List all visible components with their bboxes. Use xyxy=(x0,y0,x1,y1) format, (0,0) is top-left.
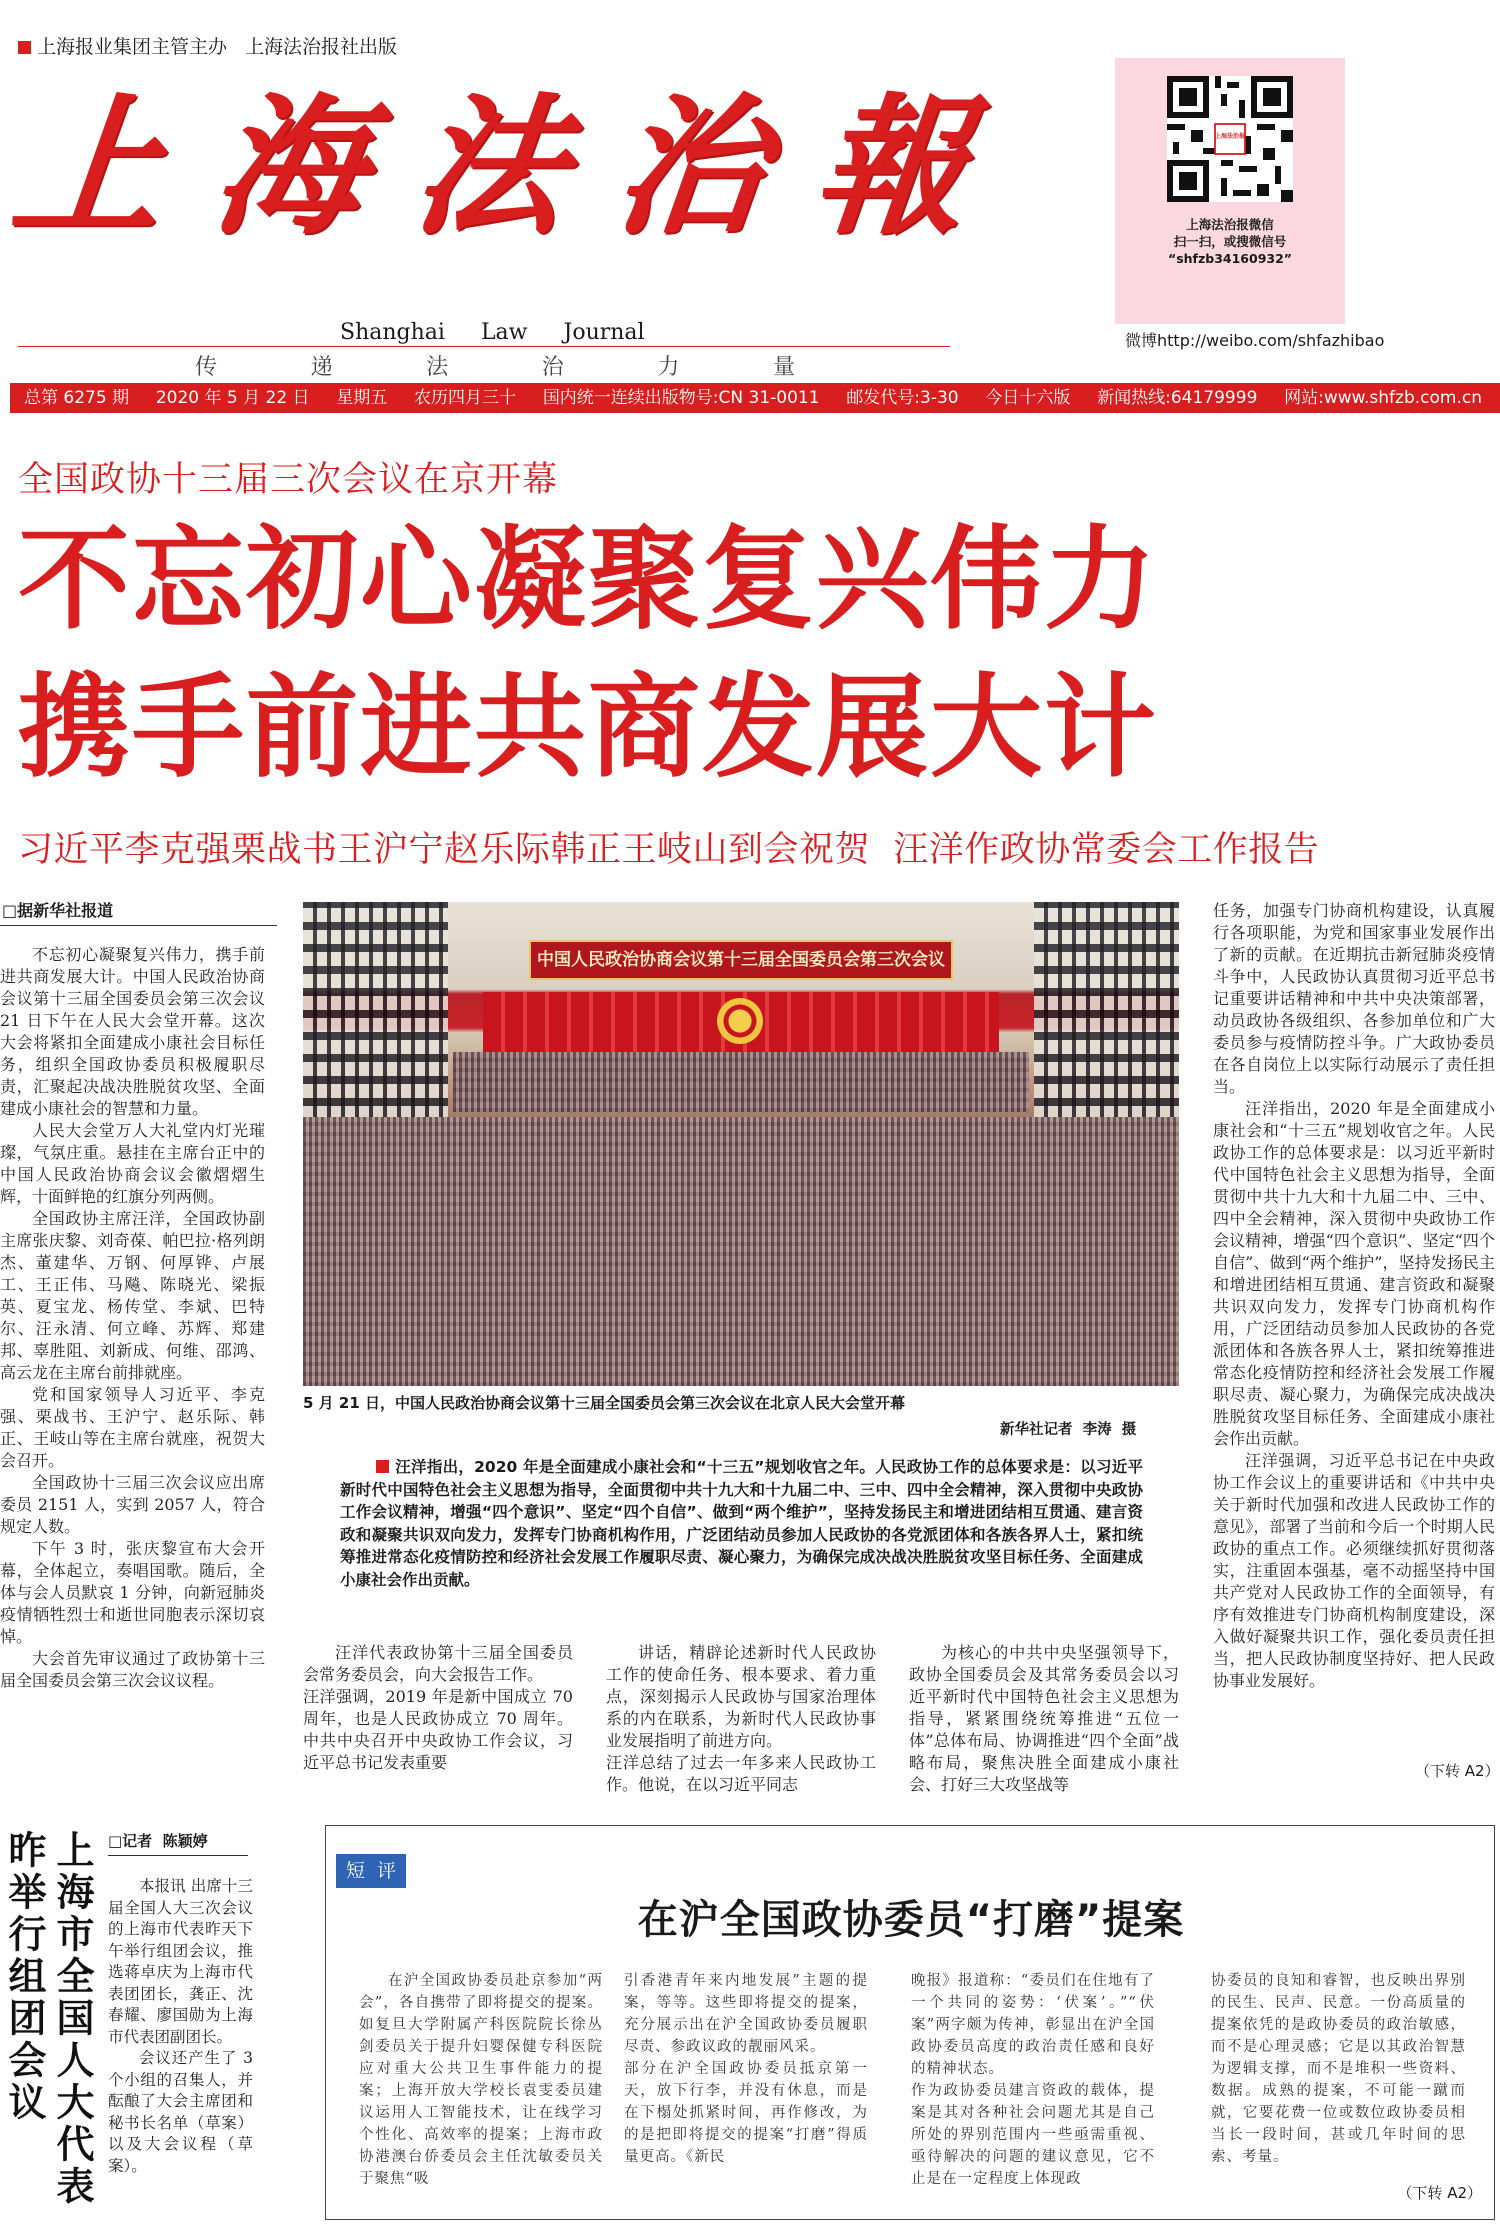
masthead xyxy=(0,0,1500,378)
issue-number: 总第 6275 期 xyxy=(24,388,130,408)
headline-line-2: 携手前进共商发展大计 xyxy=(18,663,1158,793)
slogan xyxy=(195,350,795,381)
slogan-char: 力 xyxy=(657,355,680,380)
kicker: 全国政协十三届三次会议在京开幕 xyxy=(18,460,559,500)
paragraph: 任务，加强专门协商机构建设，认真履行各项职能，为党和国家事业发展作出了新的贡献。在近期抗击新冠肺炎疫情斗争中，人民政协认真贯彻习近平总书记重要讲话精神和中共中央决策部署，动员政协各级组织、各参加单位和广大委员参与疫情防控斗争。广大政协委员在各自岗位上以实际行动展示了责任担当。 xyxy=(1213,901,1495,1096)
photo-credit: 新华社记者 李涛 摄 xyxy=(1000,1422,1137,1438)
qr-line: “shfzb34160932” xyxy=(1167,251,1292,266)
emblem-icon xyxy=(717,998,763,1044)
weibo-link[interactable]: 微博http://weibo.com/shfazhibao xyxy=(1125,331,1385,350)
slogan-char: 传 xyxy=(195,355,218,380)
postal-code: 邮发代号:3-30 xyxy=(846,388,959,408)
paragraph: 汪洋指出，2020 年是全面建成小康社会和“十三五”规划收官之年。人民政协工作的总体要求是：以习近平新时代中国特色社会主义思想为指导，全面贯彻中共十九大和十九届二中、三中、四中全会精神，深入贯彻中央政协工作会议精神，增强“四个意识”、坚定“四个自信”、做到“两个维护”，坚持发扬民主和增进团结相互贯通、建言资政和凝聚共识双向发力，发挥专门协商机构作用，广泛团结动员参加人民政协的各党派团体和各族各界人士，紧扣统筹推进常态化疫情防控和经济社会发展工作履职尽责、凝心聚力，为确保完成决战决胜脱贫攻坚目标任务、全面建成小康社会作出贡献。 xyxy=(1213,1099,1495,1448)
story-byline: □记者 陈颖婷 xyxy=(108,1830,248,1856)
paragraph: 下午 3 时，张庆黎宣布大会开幕，全体起立，奏唱国歌。随后，全体与会人员默哀 1 分钟，向新冠肺炎疫情牺牲烈士和逝世同胞表示深切哀悼。 xyxy=(0,1539,265,1646)
slogan-char: 递 xyxy=(310,355,333,380)
commentary-col-1 xyxy=(359,1970,603,2190)
english-word: Shanghai xyxy=(340,320,445,345)
paragraph: 会议还产生了 3 个小组的召集人，并酝酿了大会主席团和秘书长名单（草案）以及大会议程（草案）。 xyxy=(108,2049,253,2175)
photo-stage xyxy=(453,1052,1029,1112)
paragraph: 全国政协十三届三次会议应出席委员 2151 人，实到 2057 人，符合规定人数。 xyxy=(0,1473,265,1536)
website[interactable]: 网站:www.shfzb.com.cn xyxy=(1284,388,1482,408)
paragraph: 党和国家领导人习近平、李克强、栗战书、王沪宁、赵乐际、韩正、王岐山等在主席台就座，祝贺大会召开。 xyxy=(0,1385,265,1470)
photo-banner: 中国人民政治协商会议第十三届全国委员会第三次会议 xyxy=(529,940,953,980)
paragraph: 协委员的良知和睿智，也反映出界别的民生、民声、民意。一份高质量的提案依凭的是政协委员的政治敏感，而不是心理灵感；它是以其政治智慧为逻辑支撑，而不是堆积一些资料、数据。成熟的提案，不可能一蹴而就，它要花费一位或数位政协委员相当长一段时间，甚或几年时间的思索、考量。 xyxy=(1211,1973,1466,2165)
page-count: 今日十六版 xyxy=(985,388,1071,408)
qr-panel xyxy=(1115,58,1345,324)
lead-column-2 xyxy=(303,1620,573,1796)
report-summary xyxy=(340,1456,1143,1591)
english-title xyxy=(340,320,645,345)
commentary-tag: 短 评 xyxy=(336,1854,406,1888)
lead-column-1 xyxy=(0,944,265,1692)
sponsor: 上海报业集团主管主办 xyxy=(37,36,228,58)
logo-char: 海 xyxy=(205,79,382,255)
paragraph: 全国政协主席汪洋，全国政协副主席张庆黎、刘奇葆、帕巴拉·格列朗杰、董建华、万钢、何厚铧、卢展工、王正伟、马飚、陈晓光、梁振英、夏宝龙、杨传堂、李斌、巴特尔、汪永清、何立峰、苏辉、郑建邦、辜胜阻、刘新成、何维、邵鸿、高云龙在主席台前排就座。 xyxy=(0,1209,265,1382)
lead-column-4 xyxy=(909,1620,1179,1818)
qr-caption xyxy=(1115,216,1345,267)
paragraph: 汪洋强调，习近平总书记在中央政协工作会议上的重要讲话和《中共中央关于新时代加强和改进人民政协工作的意见》，部署了当前和今后一个时期人民政协的重点工作。必须继续抓好贯彻落实，注重固本强基，毫不动摇坚持中国共产党对人民政协工作的全面领导，有序有效推进专门协商机构制度建设，深入做好凝聚共识工作，强化委员责任担当，把人民政协制度坚持好、把人民政协事业发展好。 xyxy=(1213,1451,1495,1690)
qr-logo: 上海法治报 xyxy=(1215,133,1246,140)
lead-column-3 xyxy=(606,1620,876,1818)
photo-wall-right xyxy=(1034,902,1179,1142)
paragraph: 讲话，精辟论述新时代人民政协工作的使命任务、根本要求、着力重点，深刻揭示人民政协与国家治理体系的内在联系，为新时代人民政协事业发展指明了前进方向。 汪洋总结了过去一年多来人民政协工作。他说，在以习近平同志 xyxy=(606,1643,876,1794)
story-title: 上海市全国人大代表昨举行组团会议 xyxy=(2,1830,94,2208)
qr-line: 扫一扫，或搜微信号 xyxy=(1173,234,1287,249)
commentary-col-2 xyxy=(624,1970,868,2168)
logo-char: 治 xyxy=(606,79,783,255)
continued-note[interactable]: （下转 A2） xyxy=(1415,1762,1500,1780)
photo-seating xyxy=(303,1117,1179,1386)
paragraph: 引香港青年来内地发展”主题的提案，等等。这些即将提交的提案，充分展示出在沪全国政协委员履职尽责、参政议政的靓丽风采。 部分在沪全国政协委员抵京第一天，放下行李，并没有休息，而是在下榻处抓紧时间，再作修改，为的是把即将提交的提案“打磨”得质量更高。《新民 xyxy=(624,1973,868,2165)
lead-byline: □据新华社报道 xyxy=(0,898,277,926)
news-hotline: 新闻热线:64179999 xyxy=(1097,388,1258,408)
sponsor-line xyxy=(18,32,397,59)
paragraph: 晚报》报道称：“委员们在住地有了一个共同的姿势：‘伏案’。”“伏案”两字颇为传神，彰显出在沪全国政协委员高度的政治责任感和良好的精神状态。 作为政协委员建言资政的载体，提案是其对各种社会问题尤其是自己所处的界别范围内一些亟需重视、亟待解决的问题的建议意见，它不止是在一定程度上体现政 xyxy=(911,1973,1155,2187)
logo-char: 報 xyxy=(806,79,984,255)
slogan-char: 法 xyxy=(426,355,449,380)
conference-photo xyxy=(303,902,1179,1386)
commentary-title: 在沪全国政协委员“打磨”提案 xyxy=(637,1897,1185,1943)
headline-line-1: 不忘初心凝聚复兴伟力 xyxy=(18,515,1158,645)
paragraph: 在沪全国政协委员赴京参加“两会”，各自携带了即将提交的提案。如复旦大学附属产科医院院长徐丛剑委员关于提升妇婴保健专科医院应对重大公共卫生事件能力的提案；上海开放大学校长袁雯委员建议运用人工智能技术，让在线学习个性化、高效率的提案；上海市政协港澳台侨委员会主任沈敏委员关于聚焦“吸 xyxy=(359,1973,603,2187)
slogan-char: 量 xyxy=(772,355,795,380)
issue-date: 2020 年 5 月 22 日 xyxy=(155,388,310,408)
story-body xyxy=(108,1876,253,2177)
square-bullet-icon xyxy=(376,1460,389,1473)
photo-wall-left xyxy=(303,902,448,1142)
subheadline: 习近平李克强栗战书王沪宁赵乐际韩正王岐山到会祝贺 汪洋作政协常委会工作报告 xyxy=(18,830,1320,870)
paragraph: 不忘初心凝聚复兴伟力，携手前进共商发展大计。中国人民政治协商会议第十三届全国委员会第三次会议 21 日下午在人民大会堂开幕。这次大会将紧扣全面建成小康社会目标任务，组织全国政协委员积极履职尽责，汇聚起决战决胜脱贫攻坚、全面建成小康社会的智慧和力量。 xyxy=(0,945,265,1118)
logo-char: 上 xyxy=(4,79,182,255)
lead-column-right xyxy=(1213,900,1495,1692)
english-word: Law xyxy=(480,320,528,345)
publisher: 上海法治报社出版 xyxy=(245,36,398,58)
issue-info-bar xyxy=(10,383,1500,413)
paragraph: 汪洋代表政协第十三届全国委员会常务委员会，向大会报告工作。 汪洋强调，2019 年是新中国成立 70 周年，也是人民政协成立 70 周年。中共中央召开中央政协工作会议，习近平总书记发表重要 xyxy=(303,1643,573,1772)
square-bullet-icon xyxy=(18,41,31,54)
paragraph: 为核心的中共中央坚强领导下，政协全国委员会及其常务委员会以习近平新时代中国特色社会主义思想为指导，紧紧围绕统筹推进“五位一体”总体布局、协调推进“四个全面”战略布局，聚焦决胜全面建成小康社会、打好三大攻坚战等 xyxy=(909,1643,1179,1794)
slogan-char: 治 xyxy=(541,355,564,380)
commentary-col-4 xyxy=(1211,1970,1466,2168)
masthead-rule xyxy=(18,346,950,347)
paragraph: 大会首先审议通过了政协第十三届全国委员会第三次会议议程。 xyxy=(0,1649,265,1690)
paragraph: 本报讯 出席十三届全国人大三次会议的上海市代表昨天下午举行组团会议，推选蒋卓庆为上海市代表团团长，龚正、沈春耀、廖国勋为上海市代表团副团长。 xyxy=(108,1877,253,2046)
commentary-box xyxy=(325,1825,1495,2220)
commentary-continued[interactable]: （下转 A2） xyxy=(1397,2184,1482,2202)
summary-text: 汪洋指出，2020 年是全面建成小康社会和“十三五”规划收官之年。人民政协工作的总体要求是：以习近平新时代中国特色社会主义思想为指导，全面贯彻中共十九大和十九届二中、三中、四中全会精神，深入贯彻中央政协工作会议精神，增强“四个意识”、坚定“四个自信”、做到“两个维护”，坚持发扬民主和增进团结相互贯通、建言资政和凝聚共识双向发力，发挥专门协商机构作用，广泛团结动员参加人民政协的各党派团体和各族各界人士，紧扣统筹推进常态化疫情防控和经济社会发展工作履职尽责、凝心聚力，为确保完成决战决胜脱贫攻坚目标任务、全面建成小康社会作出贡献。 xyxy=(340,1458,1143,1589)
lunar-date: 农历四月三十 xyxy=(414,388,517,408)
photo-caption: 5 月 21 日，中国人民政治协商会议第十三届全国委员会第三次会议在北京人民大会堂开幕 xyxy=(303,1394,905,1412)
cn-number: 国内统一连续出版物号:CN 31-0011 xyxy=(542,388,820,408)
qr-line: 上海法治报微信 xyxy=(1186,217,1274,232)
english-word: Journal xyxy=(563,320,645,345)
weekday: 星期五 xyxy=(336,388,388,408)
paragraph: 人民大会堂万人大礼堂内灯光璀璨，气氛庄重。悬挂在主席台正中的中国人民政治协商会议会徽熠熠生辉，十面鲜艳的红旗分列两侧。 xyxy=(0,1121,265,1206)
logo-char: 法 xyxy=(405,79,583,255)
commentary-col-3 xyxy=(911,1970,1155,2190)
newspaper-logo xyxy=(4,79,984,255)
